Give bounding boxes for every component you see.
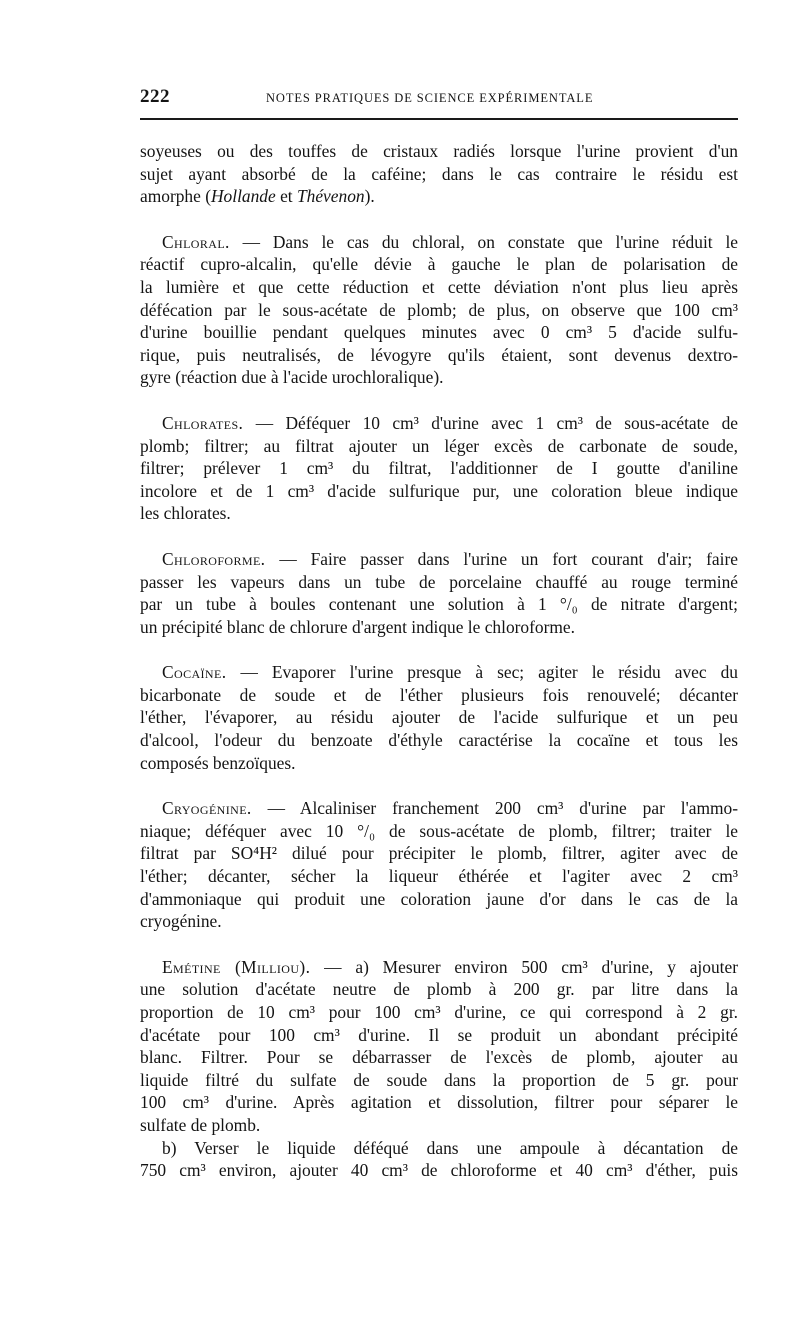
text-line: sulfate de plomb. [140,1114,261,1135]
header-rule [140,118,738,120]
body-text [140,140,738,1182]
section-heading-author: (Milliou). [220,956,311,977]
section-heading: Emétine [162,956,221,977]
text-line: les chlorates. [140,503,231,524]
text-line: réactif cupro-alcalin, qu'elle dévie à gauche le plan de polarisation de [140,254,738,275]
paragraph-caffeine [140,140,738,208]
text-line: b) Verser le liquide déféqué dans une ampoule à décantation de [162,1137,738,1158]
paragraph-cryogenine [140,797,738,933]
text-line: soyeuses ou des touffes de cristaux radiés lorsque l'urine provient d'un [140,141,738,161]
text-line: composés benzoïques. [140,752,296,773]
text-line: passer les vapeurs dans un tube de porcelaine chauffé au rouge terminé [140,571,738,592]
text-line: Cocaïne. — Evaporer l'urine presque à sec; agiter le résidu avec du [162,662,738,683]
text-line: d'alcool, l'odeur du benzoate d'éthyle caractérise la cocaïne et tous les [140,730,738,751]
text-line: 750 cm³ environ, ajouter 40 cm³ de chloroforme et 40 cm³ d'éther, puis [140,1160,738,1181]
text-line: d'acétate pour 100 cm³ d'urine. Il se produit un abondant précipité [140,1024,738,1045]
text-line: incolore et de 1 cm³ d'acide sulfurique pur, une coloration bleue indique [140,480,738,501]
running-head [140,84,738,114]
page-number: 222 [140,86,170,107]
text-line: la lumière et que cette réduction et cette déviation n'ont plus lieu après [140,276,738,297]
text-line: d'ammoniaque qui produit une coloration jaune d'or dans le cas de la [140,888,738,909]
text-line: l'éther, l'évaporer, au résidu ajouter de l'acide sulfurique et un peu [140,707,738,728]
text-line: par un tube à boules contenant une solution à 1 °/₀ de nitrate d'argent; [140,594,738,615]
text-line: filtrer; prélever 1 cm³ du filtrat, l'additionner de I goutte d'aniline [140,458,738,479]
text-line: Cryogénine. — Alcaliniser franchement 200 cm³ d'urine par l'ammo- [162,798,738,819]
text-line: amorphe (Hollande et Thévenon). [140,186,375,207]
text-line: cryogénine. [140,911,222,932]
text-line: sujet ayant absorbé de la caféine; dans le cas contraire le résidu est [140,163,738,184]
paragraph-chlorates [140,412,738,525]
text-line: niaque; déféquer avec 10 °/₀ de sous-acétate de plomb, filtrer; traiter le [140,820,738,841]
text-line: Chlorates. — Déféquer 10 cm³ d'urine avec 1 cm³ de sous-acétate de [162,412,738,433]
paragraph-chloral [140,231,738,389]
text-line: défécation par le sous-acétate de plomb; de plus, on observe que 100 cm³ [140,299,738,320]
page [140,84,738,1181]
text-line: un précipité blanc de chlorure d'argent indique le chloroforme. [140,616,575,637]
text-line: une solution d'acétate neutre de plomb à 200 gr. par litre dans la [140,979,738,1000]
text-line: liquide filtré du sulfate de soude dans la proportion de 5 gr. pour [140,1069,738,1090]
text-line: gyre (réaction due à l'acide urochloralique). [140,367,444,388]
text-line: Chloroforme. — Faire passer dans l'urine un fort courant d'air; faire [162,548,738,569]
section-heading: Chloroforme. [162,548,266,569]
text-line: d'urine bouillie pendant quelques minutes avec 0 cm³ 5 d'acide sulfu- [140,322,738,343]
running-title: NOTES PRATIQUES DE SCIENCE EXPÉRIMENTALE [266,91,594,105]
paragraph-chloroforme [140,548,738,638]
text-line: Chloral. — Dans le cas du chloral, on constate que l'urine réduit le [162,231,738,252]
text-line: Emétine (Milliou). — a) Mesurer environ 500 cm³ d'urine, y ajouter [162,956,738,977]
text-line: l'éther; décanter, sécher la liqueur éthérée et l'agiter avec 2 cm³ [140,866,738,887]
section-heading: Cryogénine. [162,798,252,819]
section-heading: Chloral. [162,231,230,252]
paragraph-cocaine [140,661,738,774]
text-line: plomb; filtrer; au filtrat ajouter un léger excès de carbonate de soude, [140,435,738,456]
text-line: filtrat par SO⁴H² dilué pour précipiter le plomb, filtrer, agiter avec de [140,843,738,864]
text-line: rique, puis neutralisés, de lévogyre qu'ils étaient, sont devenus dextro- [140,344,738,365]
text-line: proportion de 10 cm³ pour 100 cm³ d'urine, ce qui correspond à 2 gr. [140,1002,738,1022]
text-line: 100 cm³ d'urine. Après agitation et dissolution, filtrer pour séparer le [140,1092,738,1113]
paragraph-emetine [140,956,738,1137]
paragraph-emetine-b [140,1137,738,1182]
section-heading: Cocaïne. [162,662,227,683]
text-line: blanc. Filtrer. Pour se débarrasser de l'excès de plomb, ajouter au [140,1047,738,1068]
text-line: bicarbonate de soude et de l'éther plusieurs fois renouvelé; décanter [140,684,738,705]
section-heading: Chlorates. [162,412,244,433]
